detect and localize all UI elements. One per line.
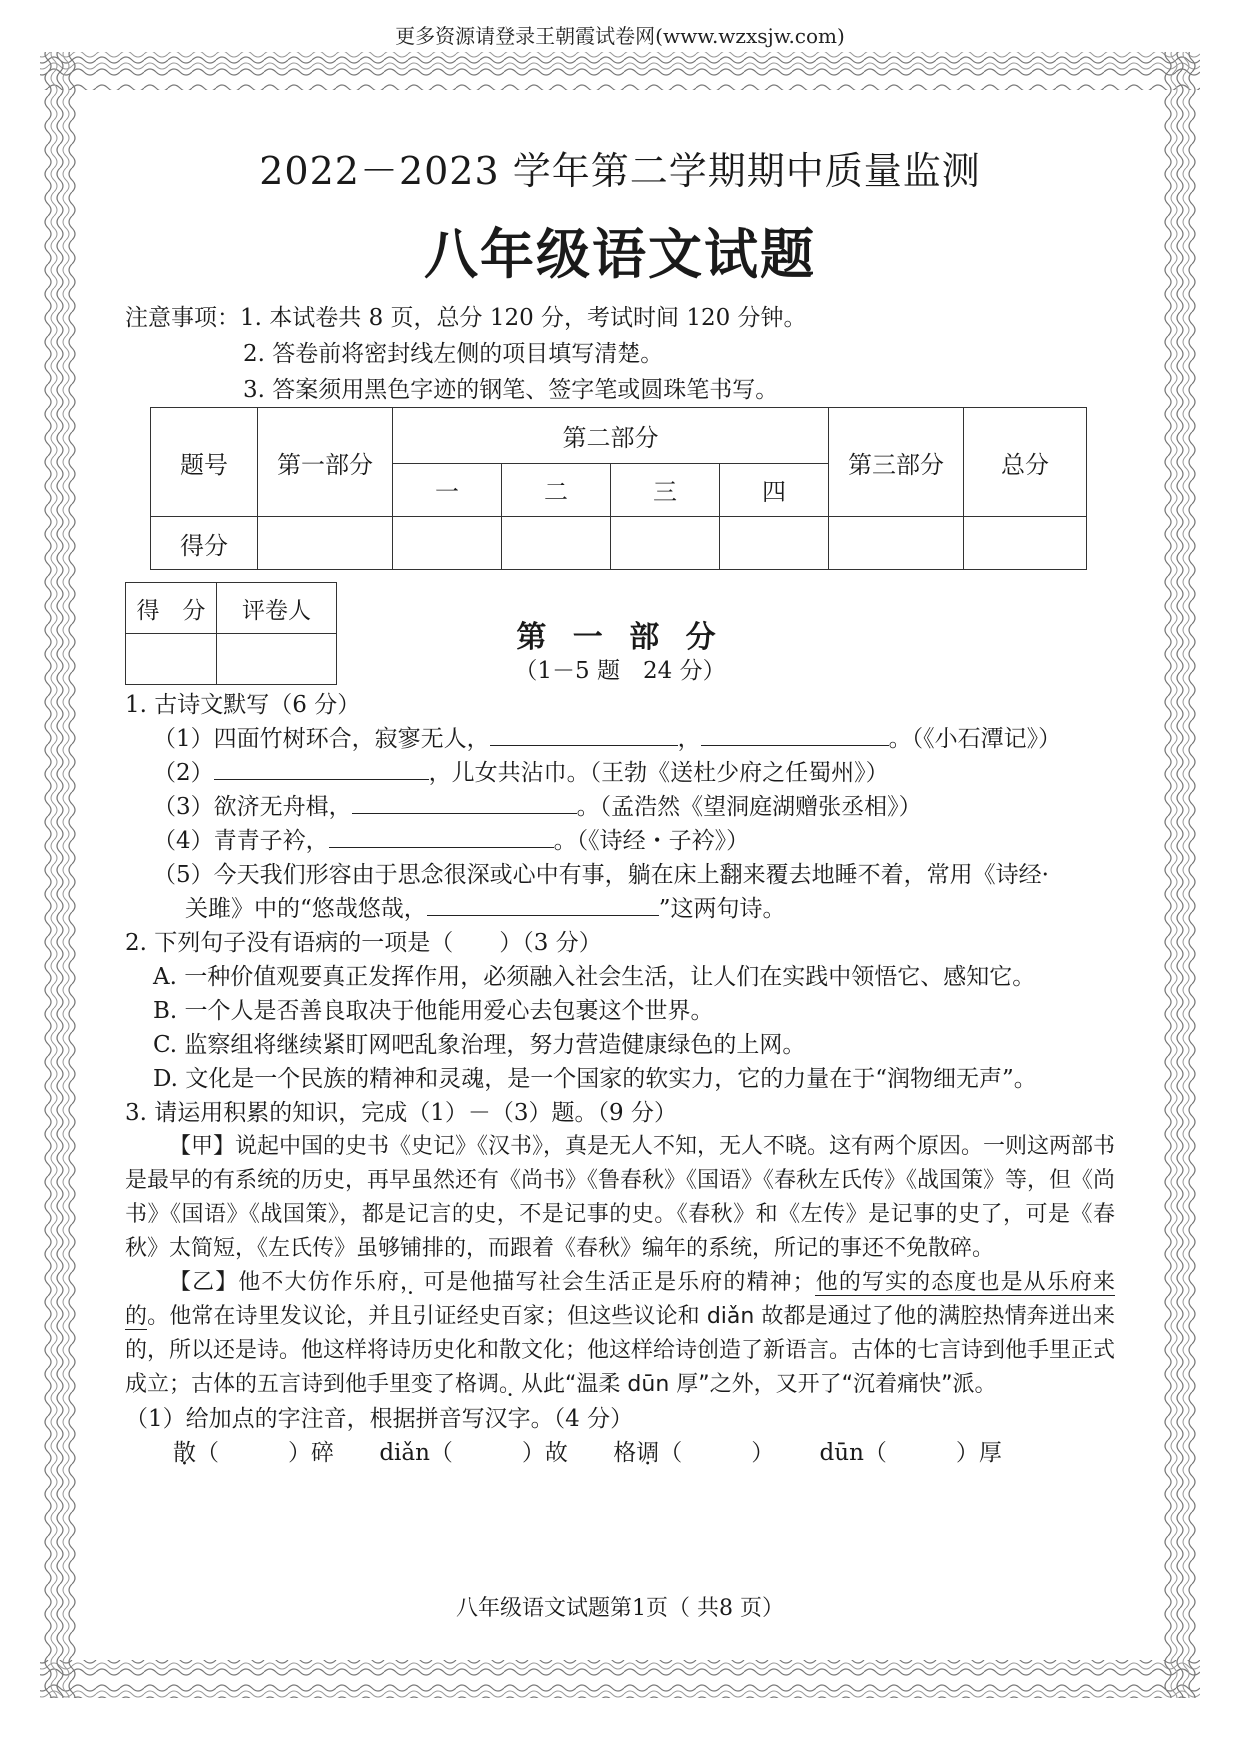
q3-sub1-stem: （1）给加点的字注音，根据拼音写汉字。（4 分） — [125, 1406, 634, 1432]
notes-label: 注意事项： — [125, 305, 240, 331]
score-cell[interactable] — [964, 517, 1087, 570]
passage-yi-text: ，可是他描写社会生活正是乐府的精神； — [400, 1270, 815, 1295]
score-table — [150, 407, 1087, 570]
score-header-part2-col: 三 — [611, 463, 720, 517]
part1-title: 第 一 部 分 — [516, 620, 724, 655]
q1-item-4-text: （4）青青子衿， — [153, 828, 329, 854]
part1-subtitle: （1－5 题 24 分） — [514, 658, 726, 684]
pinyin-item[interactable]: diǎn（ ）故 — [379, 1440, 568, 1466]
q3-passages — [125, 1130, 1115, 1402]
dotted-char: 调 — [477, 1372, 500, 1397]
score-header-part2: 第二部分 — [393, 408, 829, 464]
answer-blank[interactable] — [701, 723, 889, 746]
dotted-char: 府 — [376, 1270, 400, 1295]
q1-item-5-text: （5）今天我们形容由于思念很深或心中有事，躺在床上翻来覆去地睡不着，常用《诗经· — [153, 862, 1049, 888]
score-cell[interactable] — [720, 517, 829, 570]
score-cell[interactable] — [258, 517, 393, 570]
q1-item-1 — [125, 722, 1115, 756]
score-header-part2-col: 一 — [393, 463, 502, 517]
site-watermark: 更多资源请登录王朝霞试卷网(www.wzxsjw.com) — [395, 24, 845, 48]
answer-blank[interactable] — [490, 723, 678, 746]
questions — [125, 688, 1115, 1470]
q1-item-1-text: （1）四面竹树环合，寂寥无人， — [153, 726, 490, 752]
answer-blank[interactable] — [352, 791, 577, 814]
q1-item-5-text: ”这两句诗。 — [658, 896, 786, 922]
score-header-part3: 第三部分 — [829, 408, 964, 517]
passage-yi-text: 。从此“温柔 dūn 厚”之外，又开了“沉着痛快”派。 — [499, 1372, 997, 1397]
q1-item-5 — [125, 858, 1115, 892]
q2-option-b[interactable]: B. 一个人是否善良取决于他能用爱心去包裹这个世界。 — [153, 998, 714, 1024]
pinyin-item-text: 格 — [613, 1440, 637, 1466]
notes-item: 2. 答卷前将密封线左侧的项目填写清楚。 — [243, 341, 664, 367]
q2-option-d[interactable]: D. 文化是一个民族的精神和灵魂，是一个国家的软实力，它的力量在于“润物细无声”。 — [153, 1066, 1037, 1092]
passage-yi-text: 【乙】他不大仿作乐 — [169, 1270, 377, 1295]
grader-name-label: 评卷人 — [217, 583, 337, 634]
q2-stem: 2. 下列句子没有语病的一项是（ ）（3 分） — [125, 930, 602, 956]
passage-yi — [125, 1266, 1115, 1402]
score-cell[interactable] — [393, 517, 502, 570]
page-footer: 八年级语文试题第1页（ 共8 页） — [456, 1596, 784, 1621]
q3-stem: 3. 请运用积累的知识，完成（1）－（3）题。（9 分） — [125, 1100, 677, 1126]
answer-blank[interactable] — [329, 825, 554, 848]
answer-blank[interactable] — [214, 757, 429, 780]
passage-jia: 【甲】说起中国的史书《史记》《汉书》，真是无人不知，无人不晓。这有两个原因。一则这两部书是最早的有系统的历史，再早虽然还有《尚书》《鲁春秋》《国语》《春秋左氏传》《战国策》等，但《尚书》《国语》《战国策》，都是记言的史，不是记事的史。《春秋》和《左传》是记事的史了，可是《春秋》太简短，《左氏传》虽够铺排的，而跟着《春秋》编年的系统，所记的事还不免散碎。 — [125, 1134, 1116, 1261]
q1-stem: 1. 古诗文默写（6 分） — [125, 692, 361, 718]
score-cell[interactable] — [502, 517, 611, 570]
q2-option-a[interactable]: A. 一种价值观要真正发挥作用，必须融入社会生活，让人们在实践中领悟它、感知它。 — [153, 964, 1036, 990]
exam-title-term: 2022－2023 学年第二学期期中质量监测 — [259, 149, 981, 193]
q1-item-1-text: ， — [677, 726, 701, 752]
score-header-part1: 第一部分 — [258, 408, 393, 517]
score-cell[interactable] — [829, 517, 964, 570]
q1-item-2-text: （2） — [153, 760, 214, 786]
q1-item-3 — [125, 790, 1115, 824]
passage-yi-text: 。他常在诗里发议论，并且引证经史百家；但这些议论和 diǎn 故都是通过了他的满腔热情奔迸出来的，所以还是诗。他这样将诗历史化和散文化；他这样给诗创造了新语言。古体的七言诗到他手里正式成立；古体的五言诗到他手里变了格 — [125, 1304, 1116, 1397]
dotted-char: 调 — [636, 1440, 660, 1466]
score-cell[interactable] — [611, 517, 720, 570]
exam-notes — [125, 300, 807, 408]
answer-blank[interactable] — [427, 893, 659, 916]
q2-option-c[interactable]: C. 监察组将继续紧盯网吧乱象治理，努力营造健康绿色的上网。 — [153, 1032, 806, 1058]
exam-title-subject: 八年级语文试题 — [424, 222, 816, 286]
dotted-char: 散 — [173, 1440, 196, 1466]
pinyin-item[interactable] — [173, 1440, 334, 1466]
q1-item-3-text: （3）欲济无舟楫， — [153, 794, 352, 820]
q1-item-4 — [125, 824, 1115, 858]
q1-item-1-text: 。（《小石潭记》） — [888, 726, 1062, 752]
score-header-part2-col: 四 — [720, 463, 829, 517]
q1-item-3-text: 。（孟浩然《望洞庭湖赠张丞相》） — [576, 794, 922, 820]
pinyin-item-text: （ ） — [659, 1440, 775, 1466]
underlined-sentence: 他的写实的态度也是从乐府来的 — [125, 1270, 1115, 1329]
notes-line-1 — [125, 300, 807, 336]
q1-item-4-text: 。（《诗经・子衿》） — [553, 828, 750, 854]
score-row-label: 得分 — [151, 517, 258, 570]
score-header-total: 总分 — [964, 408, 1087, 517]
grader-score-label: 得 分 — [126, 583, 217, 634]
notes-item: 3. 答案须用黑色字迹的钢笔、签字笔或圆珠笔书写。 — [243, 377, 779, 403]
q1-item-5-cont — [125, 892, 1115, 926]
q1-item-5-text: 关雎》中的“悠哉悠哉， — [185, 896, 427, 922]
score-header-part2-col: 二 — [502, 463, 611, 517]
q1-item-2-text: ，儿女共沾巾。（王勃《送杜少府之任蜀州》） — [428, 760, 889, 786]
score-header-tihao: 题号 — [151, 408, 258, 517]
notes-item: 1. 本试卷共 8 页，总分 120 分，考试时间 120 分钟。 — [240, 305, 807, 331]
q1-item-2 — [125, 756, 1115, 790]
q3-pinyin-row — [125, 1436, 1115, 1470]
pinyin-item-text: （ ）碎 — [196, 1440, 334, 1466]
pinyin-item[interactable]: dūn（ ）厚 — [819, 1440, 1002, 1466]
pinyin-item[interactable] — [613, 1440, 774, 1466]
